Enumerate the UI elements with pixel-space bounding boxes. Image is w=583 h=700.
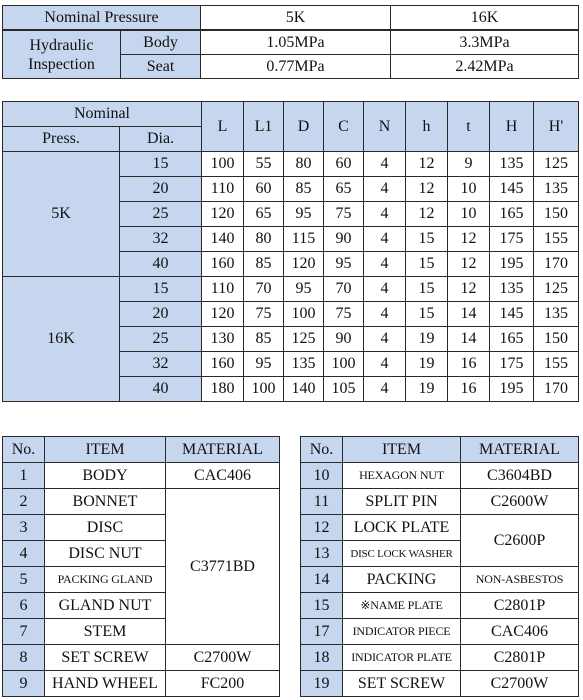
col-header-no: No.: [3, 437, 45, 463]
part-item: LOCK PLATE: [343, 515, 461, 541]
part-no: 9: [3, 671, 45, 697]
dim-cell: 4: [364, 327, 406, 352]
part-no: 11: [301, 489, 343, 515]
part-no: 8: [3, 645, 45, 671]
dim-cell: 12: [406, 202, 448, 227]
part-no: 7: [3, 619, 45, 645]
part-item: SET SCREW: [343, 671, 461, 697]
dim-cell: 65: [244, 202, 284, 227]
pressure-16k-header: 16K: [391, 6, 579, 30]
part-no: 13: [301, 541, 343, 567]
col-header-item: ITEM: [343, 437, 461, 463]
part-material: CAC406: [166, 463, 280, 489]
part-item: SET SCREW: [45, 645, 166, 671]
dim-cell: 4: [364, 227, 406, 252]
part-material: C2600W: [461, 489, 579, 515]
part-material: C2801P: [461, 645, 579, 671]
part-item: STEM: [45, 619, 166, 645]
dim-cell: 135: [490, 152, 534, 177]
part-material-merged: C2600P: [461, 515, 579, 567]
col-header-D: D: [284, 102, 324, 152]
dim-cell: 80: [284, 152, 324, 177]
dim-cell: 4: [364, 302, 406, 327]
body-16k-value: 3.3MPa: [391, 31, 579, 55]
part-item: PACKING: [343, 567, 461, 593]
dim-cell: 12: [448, 227, 490, 252]
dim-cell: 125: [534, 152, 579, 177]
part-no: 19: [301, 671, 343, 697]
dim-cell: 15: [406, 302, 448, 327]
part-item: GLAND NUT: [45, 593, 166, 619]
part-no: 5: [3, 567, 45, 593]
dim-cell: 170: [534, 377, 579, 402]
dim-cell: 150: [534, 202, 579, 227]
dim-cell: 60: [324, 152, 364, 177]
dim-cell: 85: [244, 252, 284, 277]
dim-cell: 4: [364, 152, 406, 177]
dim-cell: 15: [406, 252, 448, 277]
col-header-item: ITEM: [45, 437, 166, 463]
col-header-L1: L1: [244, 102, 284, 152]
dim-cell: 60: [244, 177, 284, 202]
dim-cell: 120: [284, 252, 324, 277]
part-material: C2700W: [461, 671, 579, 697]
dim-cell: 100: [202, 152, 244, 177]
dim-cell: 15: [406, 277, 448, 302]
dim-cell: 12: [448, 277, 490, 302]
col-header-material: MATERIAL: [166, 437, 280, 463]
part-item: HEXAGON NUT: [343, 463, 461, 489]
part-item: BODY: [45, 463, 166, 489]
dim-cell: 70: [244, 277, 284, 302]
dim-cell: 55: [244, 152, 284, 177]
hydraulic-inspection-label: [3, 31, 121, 79]
dim-cell: 4: [364, 202, 406, 227]
dim-cell: 165: [490, 327, 534, 352]
dim-cell: 145: [490, 302, 534, 327]
part-item: ※NAME PLATE: [343, 593, 461, 619]
part-material: C2700W: [166, 645, 280, 671]
dim-cell: 80: [244, 227, 284, 252]
dim-cell: 155: [534, 352, 579, 377]
hydraulic-label: Hydraulic: [29, 36, 94, 54]
col-header-C: C: [324, 102, 364, 152]
dia-value: 40: [120, 377, 202, 402]
dia-value: 40: [120, 252, 202, 277]
dia-value: 25: [120, 202, 202, 227]
part-no: 17: [301, 619, 343, 645]
dim-cell: 115: [284, 227, 324, 252]
pressure-5k-header: 5K: [201, 6, 391, 30]
col-header-h: h: [406, 102, 448, 152]
dim-cell: 120: [202, 302, 244, 327]
part-no: 6: [3, 593, 45, 619]
part-item: DISC: [45, 515, 166, 541]
dia-value: 32: [120, 227, 202, 252]
dim-cell: 12: [448, 252, 490, 277]
body-label: Body: [121, 31, 201, 55]
dim-cell: 75: [244, 302, 284, 327]
dim-cell: 95: [284, 202, 324, 227]
dim-cell: 180: [202, 377, 244, 402]
dims-row: [3, 152, 579, 177]
dim-cell: 19: [406, 327, 448, 352]
col-header-L: L: [202, 102, 244, 152]
dim-cell: 145: [490, 177, 534, 202]
part-item: BONNET: [45, 489, 166, 515]
dim-cell: 85: [284, 177, 324, 202]
dim-cell: 125: [284, 327, 324, 352]
dim-cell: 100: [244, 377, 284, 402]
dim-cell: 95: [284, 277, 324, 302]
dia-value: 15: [120, 152, 202, 177]
part-item: INDICATOR PLATE: [343, 645, 461, 671]
hydraulic-inspection-table: [2, 30, 579, 79]
dim-cell: 195: [490, 377, 534, 402]
dim-cell: 130: [202, 327, 244, 352]
dim-cell: 155: [534, 227, 579, 252]
col-header-no: No.: [301, 437, 343, 463]
dim-cell: 95: [244, 352, 284, 377]
part-no: 18: [301, 645, 343, 671]
col-header-N: N: [364, 102, 406, 152]
dia-header: Dia.: [120, 127, 202, 152]
dim-cell: 135: [284, 352, 324, 377]
dim-cell: 12: [406, 152, 448, 177]
part-no: 12: [301, 515, 343, 541]
dimensions-table: [2, 101, 579, 402]
dim-cell: 75: [324, 202, 364, 227]
dim-cell: 90: [324, 227, 364, 252]
part-material: C3604BD: [461, 463, 579, 489]
part-material: CAC406: [461, 619, 579, 645]
body-5k-value: 1.05MPa: [201, 31, 391, 55]
dim-cell: 4: [364, 177, 406, 202]
dim-cell: 14: [448, 327, 490, 352]
dim-cell: 95: [324, 252, 364, 277]
dia-value: 20: [120, 177, 202, 202]
dia-value: 15: [120, 277, 202, 302]
dim-cell: 110: [202, 177, 244, 202]
part-item: INDICATOR PIECE: [343, 619, 461, 645]
part-item: DISC LOCK WASHER: [343, 541, 461, 567]
dim-cell: 140: [284, 377, 324, 402]
col-header-t: t: [448, 102, 490, 152]
part-no: 14: [301, 567, 343, 593]
dim-cell: 70: [324, 277, 364, 302]
dia-value: 25: [120, 327, 202, 352]
part-no: 15: [301, 593, 343, 619]
dims-row: [3, 277, 579, 302]
dim-cell: 90: [324, 327, 364, 352]
dim-cell: 9: [448, 152, 490, 177]
dim-cell: 135: [534, 177, 579, 202]
dim-cell: 10: [448, 202, 490, 227]
dia-value: 32: [120, 352, 202, 377]
part-no: 2: [3, 489, 45, 515]
dim-cell: 150: [534, 327, 579, 352]
dim-cell: 170: [534, 252, 579, 277]
part-material: NON-ASBESTOS: [461, 567, 579, 593]
dim-cell: 19: [406, 352, 448, 377]
dim-cell: 16: [448, 352, 490, 377]
dia-value: 20: [120, 302, 202, 327]
dim-cell: 175: [490, 352, 534, 377]
part-item: PACKING GLAND: [45, 567, 166, 593]
dim-cell: 140: [202, 227, 244, 252]
dim-cell: 4: [364, 352, 406, 377]
dim-cell: 14: [448, 302, 490, 327]
dim-cell: 125: [534, 277, 579, 302]
dim-cell: 65: [324, 177, 364, 202]
part-no: 1: [3, 463, 45, 489]
part-item: HAND WHEEL: [45, 671, 166, 697]
dim-cell: 4: [364, 252, 406, 277]
dim-cell: 12: [406, 177, 448, 202]
part-material-merged: C3771BD: [166, 489, 280, 645]
dim-cell: 160: [202, 252, 244, 277]
nominal-header: Nominal: [3, 102, 202, 127]
parts-table-right: [300, 436, 579, 697]
dim-cell: 160: [202, 352, 244, 377]
seat-16k-value: 2.42MPa: [391, 55, 579, 79]
dim-cell: 195: [490, 252, 534, 277]
inspection-label: Inspection: [28, 55, 95, 73]
dim-cell: 135: [534, 302, 579, 327]
dim-cell: 110: [202, 277, 244, 302]
part-no: 4: [3, 541, 45, 567]
dim-cell: 135: [490, 277, 534, 302]
dim-cell: 100: [324, 352, 364, 377]
dim-cell: 19: [406, 377, 448, 402]
dim-cell: 75: [324, 302, 364, 327]
col-header-material: MATERIAL: [461, 437, 579, 463]
part-material: FC200: [166, 671, 280, 697]
dim-cell: 10: [448, 177, 490, 202]
part-no: 3: [3, 515, 45, 541]
dim-cell: 105: [324, 377, 364, 402]
dim-cell: 4: [364, 277, 406, 302]
dim-cell: 15: [406, 227, 448, 252]
dim-cell: 165: [490, 202, 534, 227]
part-item: DISC NUT: [45, 541, 166, 567]
press-group-label: 16K: [3, 277, 120, 402]
col-header-H-prime: H': [534, 102, 579, 152]
dim-cell: 120: [202, 202, 244, 227]
part-material: C2801P: [461, 593, 579, 619]
seat-5k-value: 0.77MPa: [201, 55, 391, 79]
dim-cell: 4: [364, 377, 406, 402]
dim-cell: 85: [244, 327, 284, 352]
nominal-pressure-header: Nominal Pressure: [3, 6, 201, 30]
parts-table-left: [2, 436, 280, 697]
dim-cell: 16: [448, 377, 490, 402]
part-no: 10: [301, 463, 343, 489]
press-header: Press.: [3, 127, 120, 152]
dim-cell: 100: [284, 302, 324, 327]
dim-cell: 175: [490, 227, 534, 252]
col-header-H: H: [490, 102, 534, 152]
press-group-label: 5K: [3, 152, 120, 277]
seat-label: Seat: [121, 55, 201, 79]
part-item: SPLIT PIN: [343, 489, 461, 515]
pressure-table: [2, 5, 579, 30]
